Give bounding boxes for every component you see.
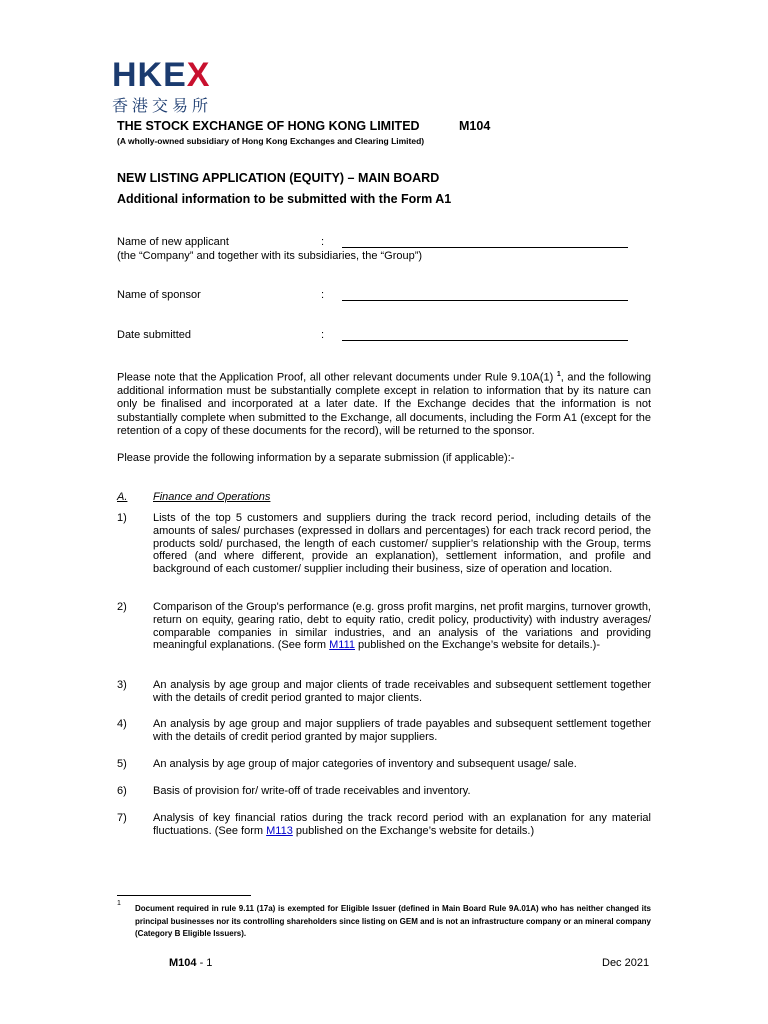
organization-subtitle: (A wholly-owned subsidiary of Hong Kong Exchanges and Clearing Limited) — [117, 136, 425, 146]
applicant-label: Name of new applicant — [117, 236, 229, 248]
form-m111-link[interactable]: M111 — [329, 639, 355, 652]
logo-letters: HKE — [112, 56, 187, 94]
organization-name: THE STOCK EXCHANGE OF HONG KONG LIMITED — [117, 119, 420, 133]
footnote-mark: 1 — [117, 900, 121, 907]
item-number: 1) — [117, 512, 127, 524]
applicant-note: (the “Company” and together with its subsidiaries, the “Group”) — [117, 250, 423, 262]
applicant-input-line[interactable] — [342, 247, 628, 248]
hkex-logo — [112, 58, 242, 114]
logo-chinese-name: 香港交易所 — [112, 96, 213, 115]
item-text-b: published on the Exchange’s website for details.)- — [355, 639, 600, 652]
footer-page-number: - 1 — [196, 957, 213, 969]
section-letter: A. — [117, 491, 128, 503]
item-text-a: Analysis of key financial ratios during the track record period with an explanation for any material fluctuations. (See form — [153, 812, 651, 837]
item-number: 5) — [117, 758, 127, 770]
logo-x: X — [186, 56, 211, 94]
item-text: An analysis by age group of major categories of inventory and subsequent usage/ sale. — [153, 758, 577, 770]
item-text: Basis of provision for/ write-off of trade receivables and inventory. — [153, 785, 471, 797]
intro-text-a: Please note that the Application Proof, all other relevant documents under Rule 9.10A(1) — [117, 371, 557, 384]
instruction-paragraph: Please provide the following information by a separate submission (if applicable):- — [117, 452, 515, 464]
sponsor-label: Name of sponsor — [117, 289, 201, 301]
list-item — [117, 812, 651, 838]
list-item — [117, 512, 651, 576]
item-number: 3) — [117, 679, 127, 691]
item-number: 6) — [117, 785, 127, 797]
logo-wordmark — [112, 58, 242, 92]
item-number: 7) — [117, 812, 127, 824]
intro-paragraph — [117, 368, 651, 438]
footnote-reference: 1 — [556, 371, 561, 378]
section-heading-a — [117, 491, 270, 503]
form-subtitle: Additional information to be submitted with the Form A1 — [117, 192, 452, 206]
organization-heading — [117, 119, 491, 133]
date-label: Date submitted — [117, 329, 191, 341]
form-m113-link[interactable]: M113 — [266, 824, 293, 837]
footnote-text: Document required in rule 9.11 (17a) is exempted for Eligible Issuer (defined in Main Board Rule 9A.01A) who has neither changed its principal businesses nor its controlling shareholders since listing on GEM and is not an infrastructure company or an mineral company (Category B Eligible Issuers). — [135, 904, 651, 939]
form-code: M104 — [459, 119, 491, 133]
intro-text-b: , and the following additional information must be substantially complete except in relation to information that by its nature can only be finalised and incorporated at a later date. If the Exchange decides that the information is not substantially complete when submitted to the Exchange, all documents, including the Form A1 (except for the retention of a copy of these documents for the record), will be returned to the sponsor. — [117, 371, 651, 437]
list-item — [117, 758, 651, 771]
item-text-a: Comparison of the Group's performance (e.g. gross profit margins, net profit margins, turnover growth, return on equity, gearing ratio, debt to equity ratio, credit policy, productivity) with industry averages/ comparable companies in similar industries, and an analysis of the variations and providing meaningful explanations. (See form — [153, 601, 651, 652]
item-text — [153, 601, 651, 652]
item-text: Lists of the top 5 customers and suppliers during the track record period, including details of the amounts of sales/ purchases (expressed in dollars and percentages) for each track record period, the products sold/ purchased, the length of each customer/ supplier’s relationship with the Group, terms offered (and where different, provide an explanation), settlement information, and profile and background of each customer/ supplier including their business, size of operation and location. — [153, 512, 651, 576]
list-item — [117, 785, 651, 798]
item-text: An analysis by age group and major suppliers of trade payables and subsequent settlement together with the details of credit period granted by major suppliers. — [153, 718, 651, 743]
sponsor-colon: : — [321, 289, 325, 301]
list-item — [117, 601, 651, 652]
footnote-divider — [117, 895, 251, 896]
sponsor-input-line[interactable] — [342, 300, 628, 301]
item-text: An analysis by age group and major clients of trade receivables and subsequent settlement together with the details of credit period granted to major clients. — [153, 679, 651, 704]
item-text — [153, 812, 651, 838]
item-number: 4) — [117, 718, 127, 730]
footer-date: Dec 2021 — [602, 957, 650, 969]
item-number: 2) — [117, 601, 127, 613]
applicant-colon: : — [321, 236, 325, 248]
list-item — [117, 679, 651, 705]
date-input-line[interactable] — [342, 340, 628, 341]
date-colon: : — [321, 329, 325, 341]
page-footer-label — [169, 957, 212, 969]
list-item — [117, 718, 651, 744]
section-title: Finance and Operations — [153, 491, 271, 503]
footer-form-code: M104 — [169, 957, 197, 969]
form-title: NEW LISTING APPLICATION (EQUITY) – MAIN BOARD — [117, 171, 440, 185]
item-text-b: published on the Exchange’s website for details.) — [292, 824, 535, 837]
